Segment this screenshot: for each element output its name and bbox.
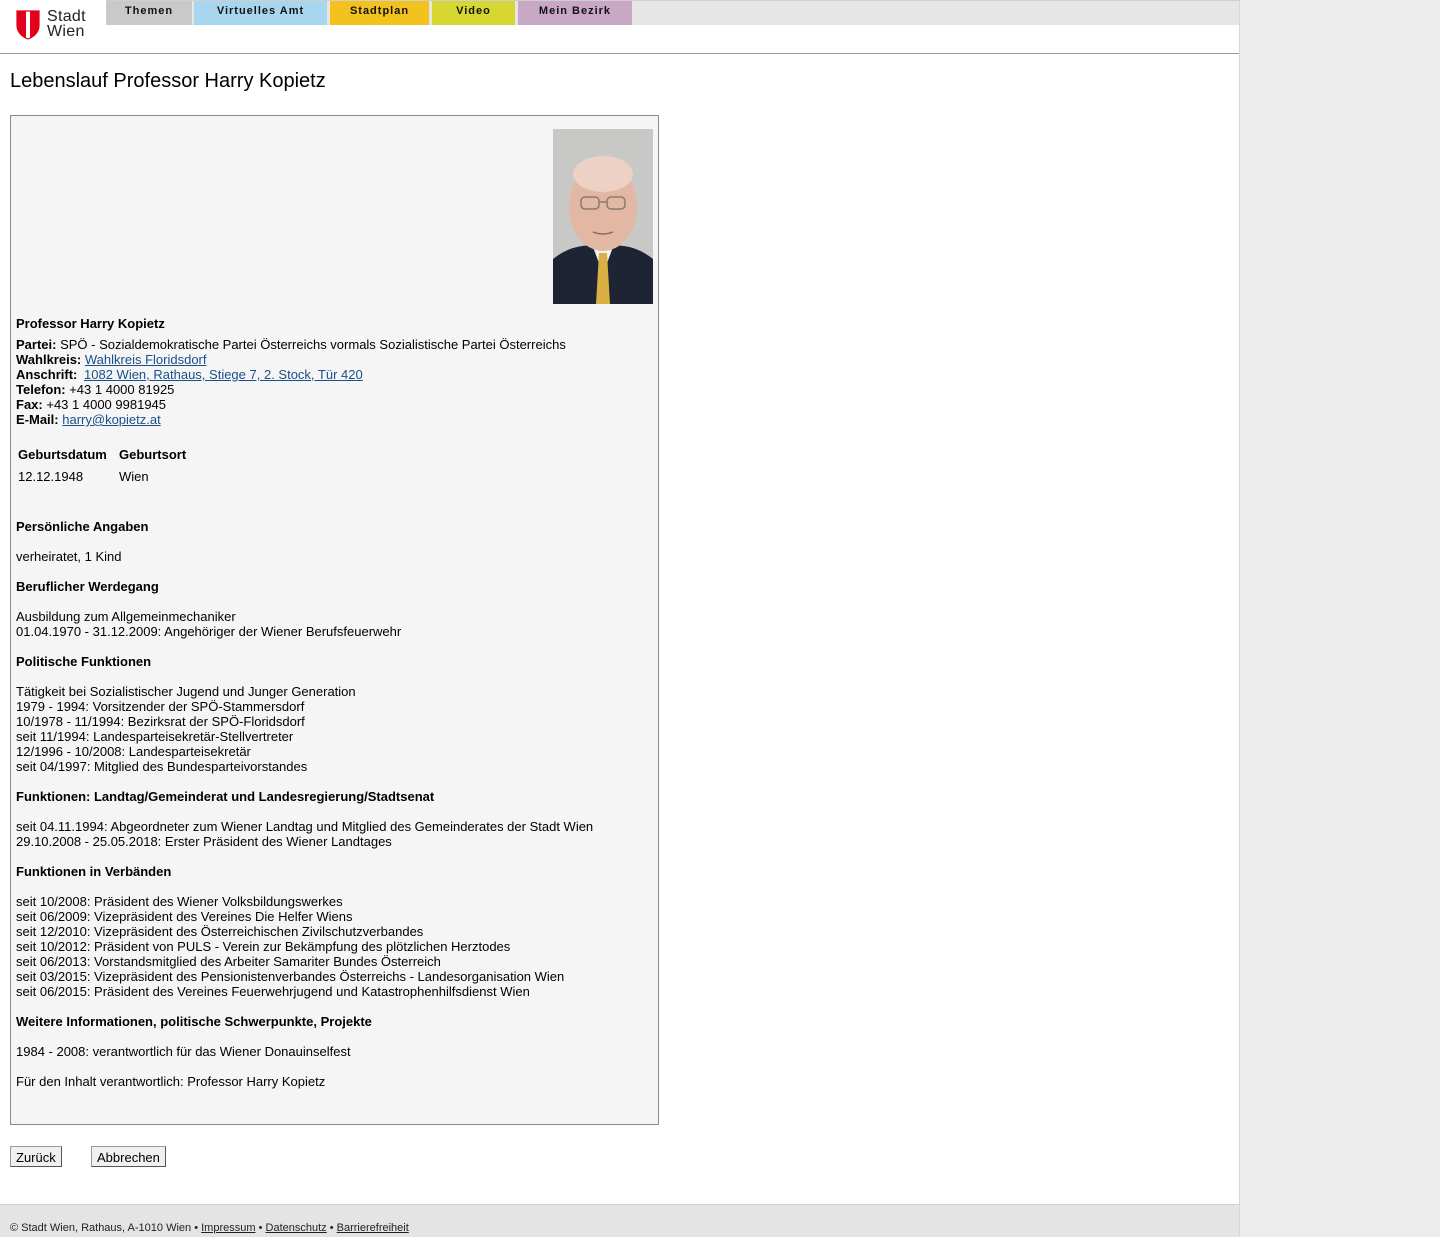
section-body-verbaende (16, 894, 564, 999)
section-body-weitere (16, 1044, 351, 1059)
email-row (16, 412, 161, 427)
partei-row (16, 337, 566, 352)
footer-separator: • (329, 1222, 334, 1234)
tab-video[interactable]: Video (432, 1, 515, 25)
anschrift-row (16, 367, 363, 382)
stadt-wien-logo[interactable] (16, 10, 96, 42)
profile-name: Professor Harry Kopietz (16, 316, 165, 331)
list-item: seit 03/2015: Vizepräsident des Pensionistenverbandes Österreichs - Landesorganisation Wien (16, 969, 565, 984)
logo-text (47, 9, 86, 39)
profile-box (10, 115, 659, 1125)
section-title-beruf: Beruflicher Werdegang (16, 579, 159, 594)
wahlkreis-link[interactable]: Wahlkreis Floridsdorf (84, 352, 207, 367)
list-item: seit 06/2015: Präsident des Vereines Feuerwehrjugend und Katastrophenhilfsdienst Wien (16, 984, 530, 999)
list-item: seit 06/2013: Vorstandsmitglied des Arbeiter Samariter Bundes Österreich (16, 954, 441, 969)
footer-datenschutz-link[interactable]: Datenschutz (265, 1222, 327, 1234)
list-item: Tätigkeit bei Sozialistischer Jugend und Junger Generation (16, 684, 356, 699)
list-item: 12/1996 - 10/2008: Landesparteisekretär (16, 744, 251, 759)
section-body-landtag (16, 819, 593, 849)
section-title-politik: Politische Funktionen (16, 654, 152, 669)
anschrift-link[interactable]: 1082 Wien, Rathaus, Stiege 7, 2. Stock, Tür 420 (84, 367, 363, 382)
list-item: 01.04.1970 - 31.12.2009: Angehöriger der Wiener Berufsfeuerwehr (16, 624, 402, 639)
footer-copyright: © Stadt Wien, Rathaus, A-1010 Wien • (10, 1222, 199, 1234)
section-title-persoenlich: Persönliche Angaben (16, 519, 149, 534)
tab-virtuelles-amt[interactable]: Virtuelles Amt (194, 1, 327, 25)
partei-value: SPÖ - Sozialdemokratische Partei Österreichs vormals Sozialistische Partei Österreichs (60, 337, 566, 352)
portrait-photo (553, 129, 653, 304)
site-header (0, 0, 1239, 54)
logo-line-2: Wien (47, 23, 85, 40)
list-item: seit 11/1994: Landesparteisekretär-Stellvertreter (16, 729, 294, 744)
cancel-button[interactable]: Abbrechen (91, 1146, 166, 1167)
list-item: 1984 - 2008: verantwortlich für das Wiener Donauinselfest (16, 1044, 351, 1059)
page-title: Lebenslauf Professor Harry Kopietz (10, 70, 326, 92)
geburtsort-header: Geburtsort (119, 447, 187, 462)
email-label: E-Mail: (16, 412, 59, 427)
footer-impressum-link[interactable]: Impressum (201, 1222, 256, 1234)
footer-separator: • (258, 1222, 263, 1234)
list-item: seit 10/2012: Präsident von PULS - Verein zur Bekämpfung des plötzlichen Herztodes (16, 939, 511, 954)
footer-line (10, 1222, 409, 1234)
geburtsort-value: Wien (119, 469, 149, 484)
site-footer (0, 1204, 1239, 1237)
fax-row (16, 397, 166, 412)
telefon-row (16, 382, 174, 397)
tab-themen[interactable]: Themen (106, 1, 192, 25)
footer-barrierefreiheit-link[interactable]: Barrierefreiheit (336, 1222, 409, 1234)
section-title-landtag: Funktionen: Landtag/Gemeinderat und Landesregierung/Stadtsenat (16, 789, 435, 804)
list-item: 10/1978 - 11/1994: Bezirksrat der SPÖ-Floridsdorf (16, 714, 305, 729)
list-item: seit 10/2008: Präsident des Wiener Volksbildungswerkes (16, 894, 343, 909)
geburtsdatum-header: Geburtsdatum (18, 447, 107, 462)
list-item: seit 06/2009: Vizepräsident des Vereines Die Helfer Wiens (16, 909, 353, 924)
section-body-persoenlich (16, 549, 122, 564)
wahlkreis-row (16, 352, 207, 367)
list-item: seit 04/1997: Mitglied des Bundesparteivorstandes (16, 759, 308, 774)
tab-stadtplan[interactable]: Stadtplan (330, 1, 429, 25)
logo-line-1: Stadt (47, 8, 86, 25)
tab-mein-bezirk[interactable]: Mein Bezirk (518, 1, 632, 25)
list-item: 29.10.2008 - 25.05.2018: Erster Präsident des Wiener Landtages (16, 834, 392, 849)
email-link[interactable]: harry@kopietz.at (62, 412, 161, 427)
wahlkreis-label: Wahlkreis: (16, 352, 82, 367)
section-body-beruf (16, 609, 401, 639)
section-title-verbaende: Funktionen in Verbänden (16, 864, 172, 879)
geburtsdatum-value: 12.12.1948 (18, 469, 84, 484)
telefon-label: Telefon: (16, 382, 66, 397)
section-title-weitere: Weitere Informationen, politische Schwerpunkte, Projekte (16, 1014, 372, 1029)
wien-shield-icon (16, 10, 40, 40)
list-item: seit 12/2010: Vizepräsident des Österreichischen Zivilschutzverbandes (16, 924, 424, 939)
list-item: verheiratet, 1 Kind (16, 549, 122, 564)
partei-label: Partei: (16, 337, 57, 352)
anschrift-label: Anschrift: (16, 367, 78, 382)
list-item: Ausbildung zum Allgemeinmechaniker (16, 609, 236, 624)
back-button[interactable]: Zurück (10, 1146, 62, 1167)
list-item: seit 04.11.1994: Abgeordneter zum Wiener Landtag und Mitglied des Gemeinderates der Stadt Wien (16, 819, 594, 834)
section-body-politik (16, 684, 356, 774)
fax-value: +43 1 4000 9981945 (46, 397, 167, 412)
fax-label: Fax: (16, 397, 43, 412)
list-item: 1979 - 1994: Vorsitzender der SPÖ-Stammersdorf (16, 699, 305, 714)
telefon-value: +43 1 4000 81925 (69, 382, 175, 397)
responsible-note: Für den Inhalt verantwortlich: Professor Harry Kopietz (16, 1074, 326, 1089)
